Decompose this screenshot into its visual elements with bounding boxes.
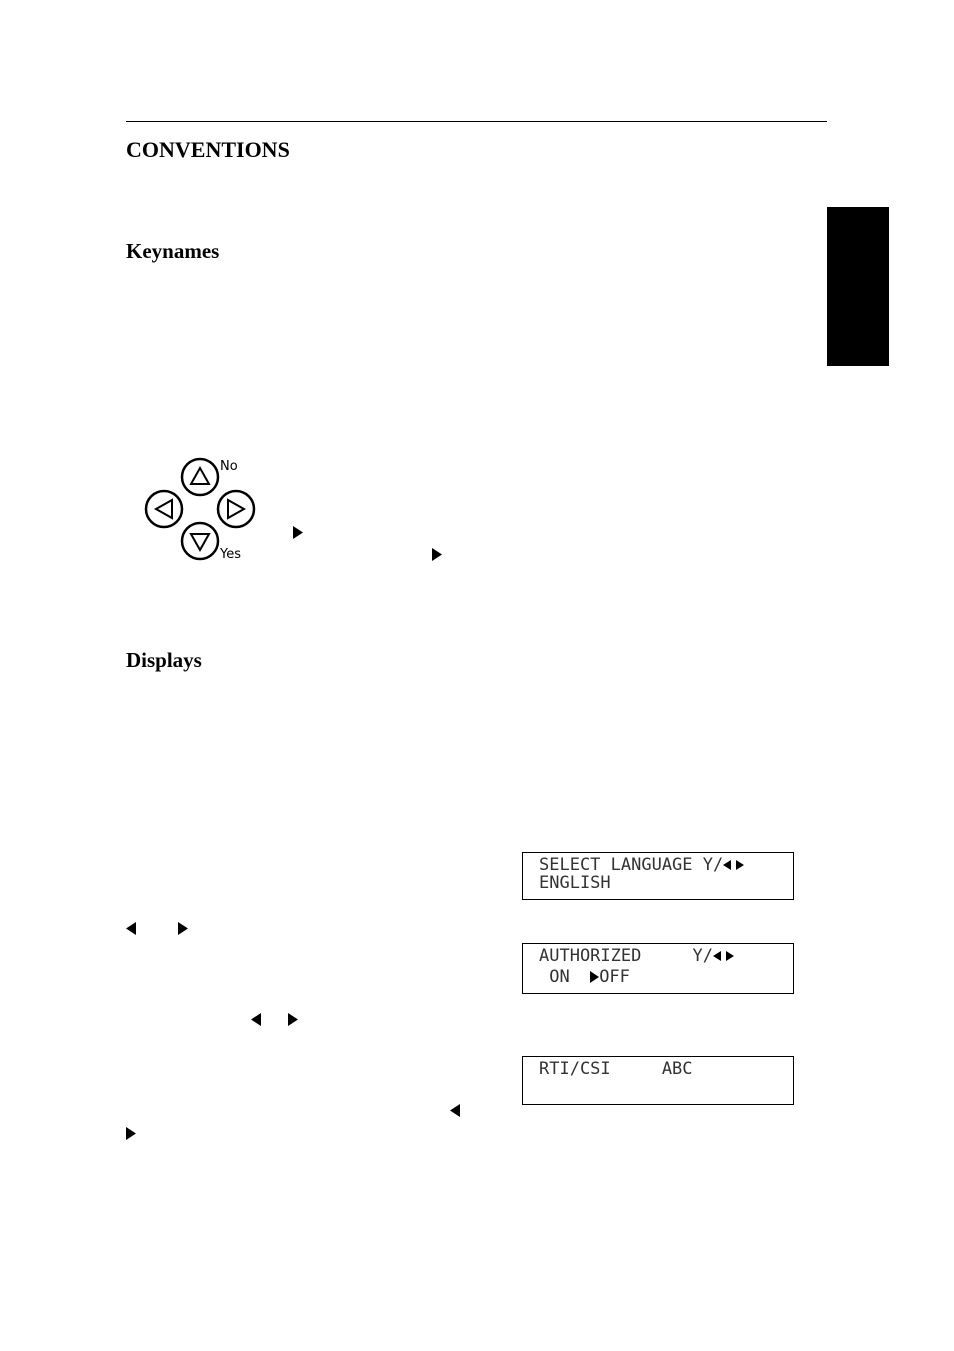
key-label-no: No [220, 459, 238, 474]
left-triangle-icon [251, 1013, 261, 1026]
lcd-display-select-language [522, 852, 794, 900]
left-key [146, 491, 182, 527]
lcd-option-on: ON [539, 967, 591, 987]
left-triangle-icon [450, 1104, 460, 1117]
right-key [218, 491, 254, 527]
right-triangle-icon [126, 1127, 136, 1140]
key-label-yes: Yes [220, 547, 241, 562]
chapter-tab [827, 207, 889, 366]
right-triangle-icon [293, 526, 303, 539]
left-right-arrows-icon [723, 859, 745, 871]
up-key [182, 459, 218, 495]
left-triangle-icon [126, 922, 136, 935]
lcd-display-authorized [522, 943, 794, 994]
lcd-display-rti-csi [522, 1056, 794, 1105]
lcd-option-off: OFF [599, 967, 630, 987]
page-title: CONVENTIONS [126, 137, 290, 162]
arrow-keypad-figure [140, 455, 260, 567]
section-title-keynames: Keynames [126, 239, 220, 263]
down-key [182, 523, 218, 559]
right-triangle-icon [432, 548, 442, 561]
lcd-line: SELECT LANGUAGE Y/ [539, 855, 724, 875]
right-triangle-icon [288, 1013, 298, 1026]
lcd-line: RTI/CSI ABC [539, 1059, 693, 1079]
cursor-right-icon [590, 971, 599, 983]
right-triangle-icon [178, 922, 188, 935]
top-rule [126, 121, 827, 122]
lcd-line: AUTHORIZED Y/ [539, 946, 713, 966]
lcd-line: ENGLISH [539, 873, 611, 893]
left-right-arrows-icon [713, 950, 735, 962]
section-title-displays: Displays [126, 648, 202, 672]
